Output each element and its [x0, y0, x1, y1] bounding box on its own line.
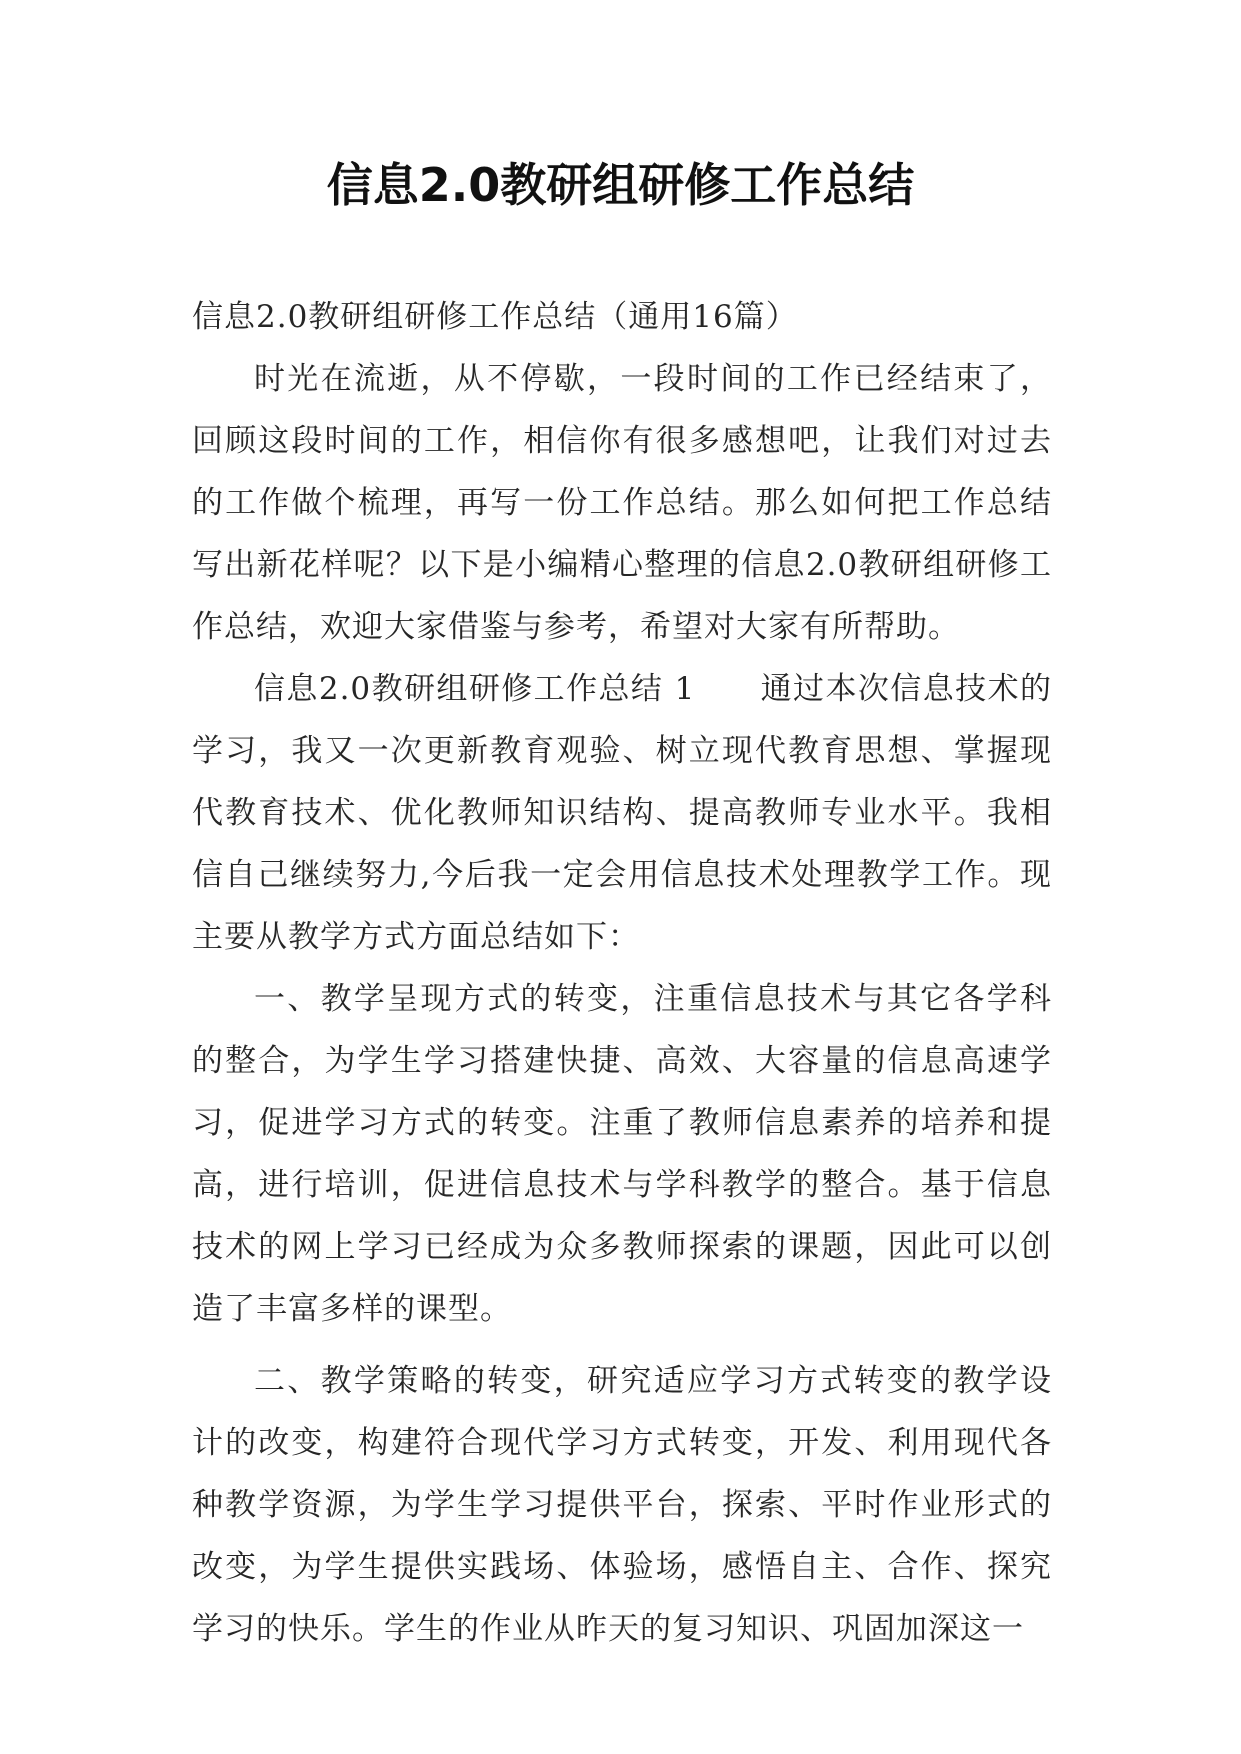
point-1-paragraph: 一、教学呈现方式的转变，注重信息技术与其它各学科的整合，为学生学习搭建快捷、高效、大容量的信息高速学习，促进学习方式的转变。注重了教师信息素养的培养和提高，进行培训，促进信息技术与学科教学的整合。基于信息技术的网上学习已经成为众多教师探索的课题，因此可以创造了丰富多样的课型。: [192, 981, 1052, 1327]
section-1-text: 通过本次信息技术的学习，我又一次更新教育观验、树立现代教育思想、掌握现代教育技术、优化教师知识结构、提高教师专业水平。我相信自己继续努力,今后我一定会用信息技术处理教学工作。现主要从教学方式方面总结如下：: [192, 671, 1052, 955]
document-body: [192, 286, 1052, 1660]
section-1-heading: 信息2.0教研组研修工作总结 1: [254, 671, 696, 707]
point-2-paragraph: 二、教学策略的转变，研究适应学习方式转变的教学设计的改变，构建符合现代学习方式转变，开发、利用现代各种教学资源，为学生学习提供平台，探索、平时作业形式的改变，为学生提供实践场、体验场，感悟自主、合作、探究学习的快乐。学生的作业从昨天的复习知识、巩固加深这一: [192, 1363, 1052, 1647]
intro-paragraph: 时光在流逝，从不停歇，一段时间的工作已经结束了，回顾这段时间的工作，相信你有很多感想吧，让我们对过去的工作做个梳理，再写一份工作总结。那么如何把工作总结写出新花样呢？以下是小编精心整理的信息2.0教研组研修工作总结，欢迎大家借鉴与参考，希望对大家有所帮助。: [192, 361, 1052, 645]
document-title: 信息2.0教研组研修工作总结: [326, 158, 915, 212]
document-subtitle: 信息2.0教研组研修工作总结（通用16篇）: [192, 299, 798, 335]
section-1-paragraph: [192, 658, 1052, 968]
